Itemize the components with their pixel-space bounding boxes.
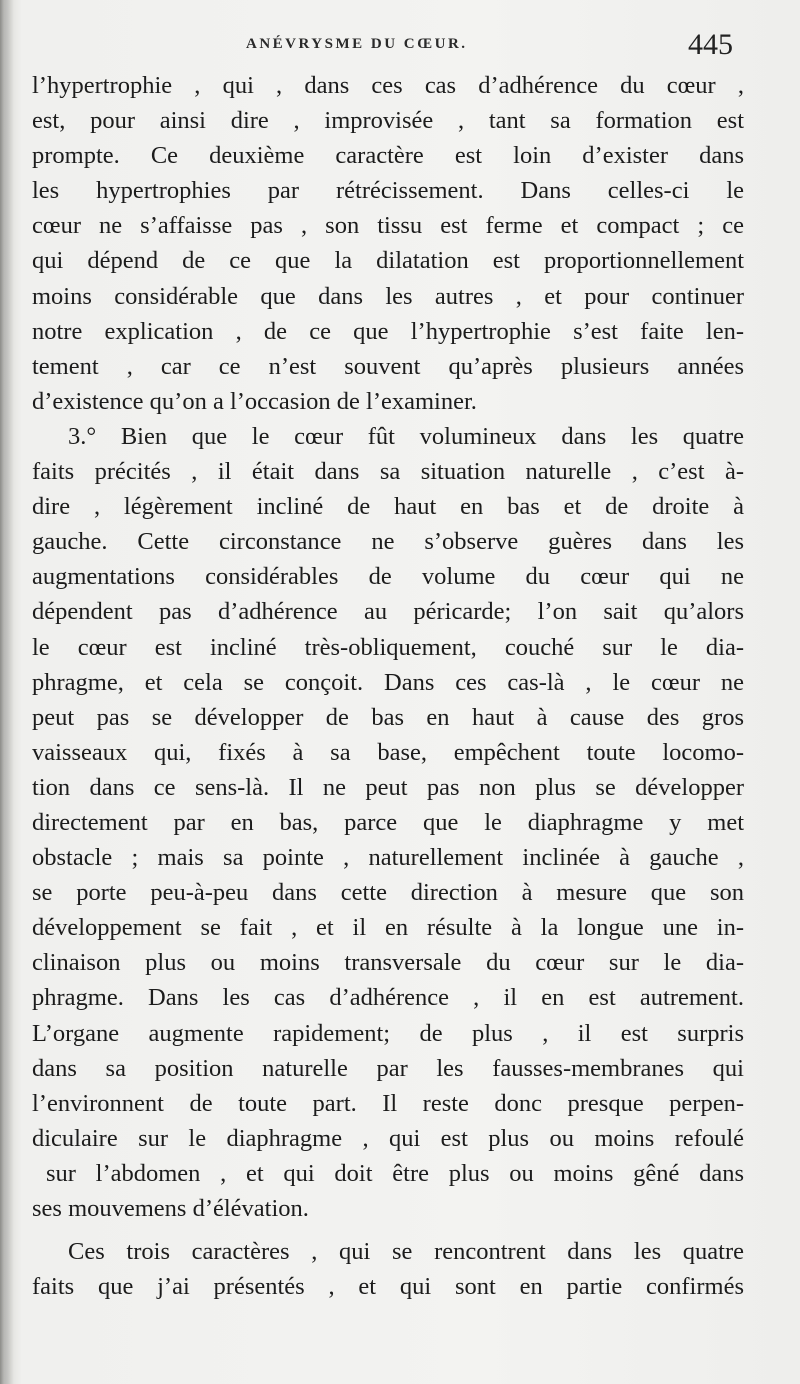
text-line: est, pour ainsi dire , improvisée , tant sa formation est (32, 107, 744, 135)
text-line: directement par en bas, parce que le diaphragme y met (32, 808, 744, 836)
running-title: ANÉVRYSME DU CŒUR. (246, 36, 468, 52)
text-line: développement se fait , et il en résulte à la longue une in- (32, 914, 744, 942)
text-line: l’environnent de toute part. Il reste donc presque perpen- (32, 1089, 744, 1117)
text-line: les hypertrophies par rétrécissement. Dans celles-ci le (32, 177, 744, 205)
text-line: le cœur est incliné très-obliquement, couché sur le dia- (32, 633, 744, 661)
text-line: peut pas se développer de bas en haut à cause des gros (32, 703, 744, 731)
text-line: clinaison plus ou moins transversale du cœur sur le dia- (32, 949, 744, 977)
paragraph-start-line: Ces trois caractères , qui se rencontrent dans les quatre (68, 1238, 744, 1266)
text-line: qui dépend de ce que la dilatation est proportionnellement (32, 247, 744, 275)
text-line: faits précités , il était dans sa situation naturelle , c’est à- (32, 458, 744, 486)
text-line: dépendent pas d’adhérence au péricarde; l’on sait qu’alors (32, 598, 744, 626)
text-line: se porte peu-à-peu dans cette direction à mesure que son (32, 879, 744, 907)
text-line: d’existence qu’on a l’occasion de l’examiner. (32, 387, 477, 415)
text-line: tement , car ce n’est souvent qu’après plusieurs années (32, 352, 744, 380)
text-line: phragme. Dans les cas d’adhérence , il en est autrement. (32, 984, 744, 1012)
text-line: augmentations considérables de volume du cœur qui ne (32, 563, 744, 591)
text-line: moins considérable que dans les autres , et pour continuer (32, 282, 744, 310)
text-line: L’organe augmente rapidement; de plus , il est surpris (32, 1019, 744, 1047)
text-line: gauche. Cette circonstance ne s’observe guères dans les (32, 528, 744, 556)
text-line: obstacle ; mais sa pointe , naturellement inclinée à gauche , (32, 844, 744, 872)
text-line: faits que j’ai présentés , et qui sont en partie confirmés (32, 1273, 744, 1301)
text-line: sur l’abdomen , et qui doit être plus ou moins gêné dans (46, 1159, 744, 1187)
text-line: notre explication , de ce que l’hypertrophie s’est faite len- (32, 317, 744, 345)
text-line: dire , légèrement incliné de haut en bas et de droite à (32, 493, 744, 521)
text-line: prompte. Ce deuxième caractère est loin d’exister dans (32, 142, 744, 170)
text-line: diculaire sur le diaphragme , qui est plus ou moins refoulé (32, 1124, 744, 1152)
text-line: phragme, et cela se conçoit. Dans ces cas-là , le cœur ne (32, 668, 744, 696)
page-number: 445 (688, 28, 733, 61)
page-body-text (32, 68, 744, 1304)
page-gutter-shadow (0, 0, 14, 1384)
paragraph-gap (32, 1226, 744, 1234)
text-line: l’hypertrophie , qui , dans ces cas d’adhérence du cœur , (32, 72, 744, 99)
text-line: dans sa position naturelle par les fausses-membranes qui (32, 1054, 744, 1082)
text-line: tion dans ce sens-là. Il ne peut pas non plus se développer (32, 773, 744, 801)
text-line: vaisseaux qui, fixés à sa base, empêchent toute locomo- (32, 738, 744, 766)
text-line: ses mouvemens d’élévation. (32, 1195, 309, 1222)
text-line: cœur ne s’affaisse pas , son tissu est ferme et compact ; ce (32, 212, 744, 240)
page-header (0, 28, 800, 68)
paragraph-start-line: 3.° Bien que le cœur fût volumineux dans les quatre (68, 422, 744, 450)
